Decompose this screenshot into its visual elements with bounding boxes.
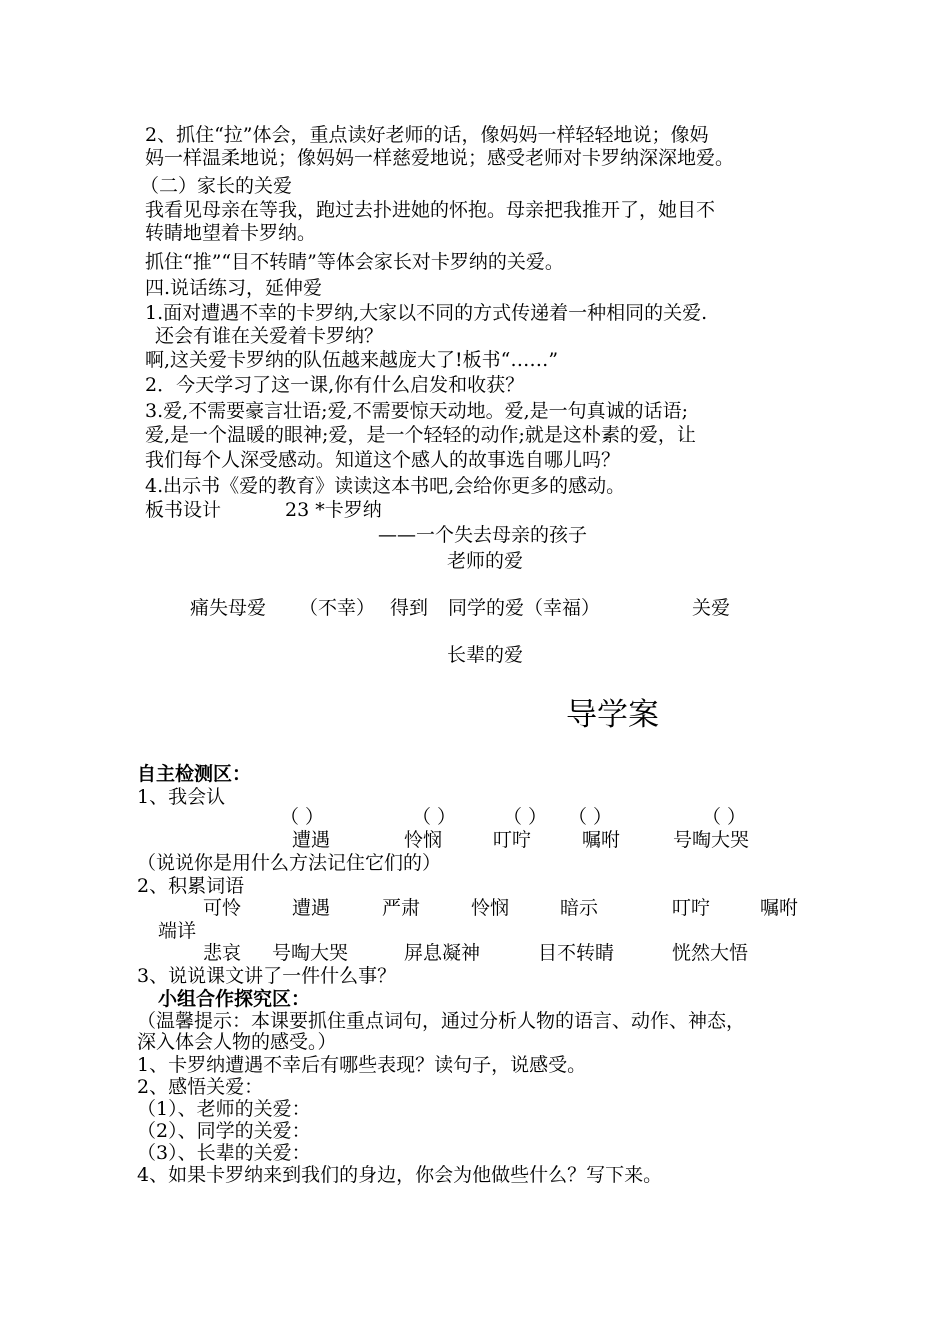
answer-blank[interactable]: （ ） [280, 806, 325, 828]
vocab-word: 嘱咐 [760, 897, 799, 919]
vocab-word: 遭遇 [292, 897, 331, 919]
answer-blank[interactable]: （ ） [412, 806, 457, 828]
question-1-note: （说说你是用什么方法记住它们的） [137, 852, 442, 874]
section-heading: （二）家长的关爱 [140, 175, 293, 197]
lesson-line: 转睛地望着卡罗纳。 [145, 222, 317, 244]
vocab-word: 叮咛 [493, 829, 532, 851]
board-get: 得到 [390, 597, 429, 619]
lesson-line: 2．今天学习了这一课,你有什么启发和收获？ [145, 374, 525, 396]
vocab-word: 叮咛 [672, 897, 711, 919]
board-subtitle: ——一个失去母亲的孩子 [378, 524, 588, 546]
group-sub-item: （3）、长辈的关爱： [137, 1142, 311, 1164]
vocab-word: 号啕大哭 [673, 829, 750, 851]
lesson-line: 抓住“推”“目不转睛”等体会家长对卡罗纳的关爱。 [145, 251, 564, 273]
board-care: 关爱 [692, 597, 731, 619]
section-heading: 四.说话练习，延伸爱 [145, 277, 323, 299]
tip-line: 深入体会人物的感受。） [137, 1031, 337, 1053]
vocab-word: 目不转睛 [538, 942, 615, 964]
lesson-line: 啊,这关爱卡罗纳的队伍越来越庞大了!板书“……” [145, 349, 559, 371]
board-unfortunate: （不幸） [299, 597, 376, 619]
vocab-word: 屏息凝神 [404, 942, 481, 964]
vocab-word: 遭遇 [292, 829, 331, 851]
lesson-line: 2、抓住“拉”体会，重点读好老师的话，像妈妈一样轻轻地说；像妈 [145, 124, 709, 146]
vocab-word: 怜悯 [471, 897, 510, 919]
vocab-word: 号啕大哭 [272, 942, 349, 964]
board-title: 23 *卡罗纳 [285, 499, 382, 521]
board-label: 板书设计 [145, 499, 222, 521]
vocab-word: 严肃 [382, 897, 421, 919]
group-question-4: 4、如果卡罗纳来到我们的身边，你会为他做些什么？写下来。 [137, 1164, 663, 1186]
self-check-heading: 自主检测区： [137, 763, 252, 785]
board-lost: 痛失母爱 [190, 597, 267, 619]
lesson-line: 妈一样温柔地说；像妈妈一样慈爱地说；感受老师对卡罗纳深深地爱。 [145, 147, 735, 169]
vocab-word: 恍然大悟 [672, 942, 749, 964]
lesson-line: 4.出示书《爱的教育》读读这本书吧,会给你更多的感动。 [145, 475, 626, 497]
lesson-line: 我看见母亲在等我，跑过去扑进她的怀抱。母亲把我推开了，她目不 [145, 199, 716, 221]
question-3: 3、说说课文讲了一件什么事？ [137, 965, 397, 987]
answer-blank[interactable]: （ ） [568, 806, 613, 828]
vocab-word: 悲哀 [203, 942, 242, 964]
board-teacher-love: 老师的爱 [447, 550, 524, 572]
board-classmates-love: 同学的爱（幸福） [448, 597, 601, 619]
group-sub-item: （1）、老师的关爱： [137, 1098, 311, 1120]
vocab-word: 可怜 [203, 897, 242, 919]
question-1: 1、我会认 [137, 786, 226, 808]
lesson-line: 还会有谁在关爱着卡罗纳？ [155, 325, 384, 347]
group-sub-item: （2）、同学的关爱： [137, 1120, 311, 1142]
vocab-word: 端详 [158, 920, 197, 942]
board-elders-love: 长辈的爱 [447, 644, 524, 666]
tip-line: （温馨提示：本课要抓住重点词句，通过分析人物的语言、动作、神态， [137, 1010, 746, 1032]
answer-blank[interactable]: （ ） [702, 806, 747, 828]
question-2: 2、积累词语 [137, 875, 245, 897]
group-question-2: 2、感悟关爱： [137, 1076, 264, 1098]
lesson-line: 1.面对遭遇不幸的卡罗纳,大家以不同的方式传递着一种相同的关爱. [145, 302, 708, 324]
vocab-word: 嘱咐 [582, 829, 621, 851]
lesson-line: 3.爱,不需要豪言壮语;爱,不需要惊天动地。爱,是一句真诚的话语; [145, 400, 689, 422]
group-question-1: 1、卡罗纳遭遇不幸后有哪些表现？读句子，说感受。 [137, 1054, 587, 1076]
lesson-line: 爱,是一个温暖的眼神;爱，是一个轻轻的动作;就是这朴素的爱，让 [145, 424, 696, 446]
answer-blank[interactable]: （ ） [503, 806, 548, 828]
vocab-word: 暗示 [560, 897, 599, 919]
lesson-line: 我们每个人深受感动。知道这个感人的故事选自哪儿吗？ [145, 449, 621, 471]
vocab-word: 怜悯 [404, 829, 443, 851]
guide-title: 导学案 [566, 697, 659, 733]
group-heading: 小组合作探究区： [158, 988, 311, 1010]
